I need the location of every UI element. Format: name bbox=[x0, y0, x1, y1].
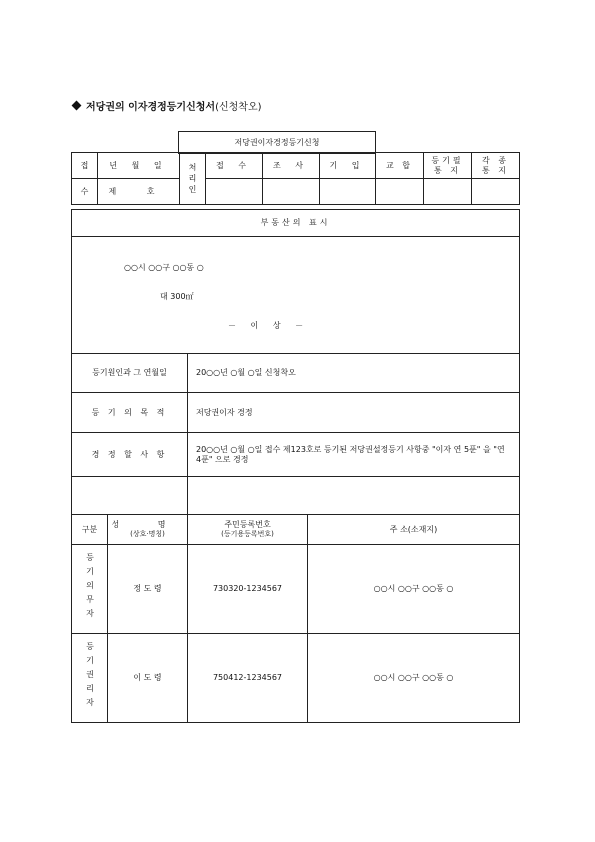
field-value-cause[interactable]: 20○○년 ○월 ○일 신청착오 bbox=[188, 354, 520, 393]
cell-entry-blank[interactable] bbox=[320, 179, 376, 205]
party-name-obligor[interactable]: 정 도 령 bbox=[108, 545, 188, 634]
receipt-table bbox=[71, 152, 520, 205]
party-address-obligor[interactable]: ○○시 ○○구 ○○동 ○ bbox=[308, 545, 520, 634]
field-label-cause: 등기원인과 그 연월일 bbox=[72, 354, 188, 393]
party-name-obligee[interactable]: 이 도 령 bbox=[108, 634, 188, 723]
processor-label: 처 리 인 bbox=[180, 153, 206, 205]
field-label-correction: 경 정 할 사 항 bbox=[72, 433, 188, 477]
document-title-suffix: (신청착오) bbox=[215, 102, 262, 113]
col-receipt: 접 수 bbox=[206, 153, 263, 179]
field-value-blank[interactable] bbox=[188, 477, 520, 515]
field-value-correction[interactable]: 20○○년 ○월 ○일 접수 제123호로 등기된 저당권설정등기 사항중 "이자 연 5푼" 을 "연 4푼" 으로 경정 bbox=[188, 433, 520, 477]
cell-registration-notice-blank[interactable] bbox=[424, 179, 472, 205]
property-description bbox=[72, 237, 520, 354]
col-various-notice: 각 종 통 지 bbox=[472, 153, 520, 179]
receipt-label-bottom: 수 bbox=[72, 179, 98, 205]
party-role-obligor: 등기의무자 bbox=[72, 545, 108, 634]
property-address: ○○시 ○○구 ○○동 ○ bbox=[124, 263, 204, 272]
cell-review-blank[interactable] bbox=[263, 179, 320, 205]
party-address-obligee[interactable]: ○○시 ○○구 ○○동 ○ bbox=[308, 634, 520, 723]
document-title-main: 저당권의 이자경정등기신청서 bbox=[86, 102, 216, 113]
receipt-number-label: 제 호 bbox=[98, 179, 180, 205]
party-id-obligee[interactable]: 750412-1234567 bbox=[188, 634, 308, 723]
receipt-label-top: 접 bbox=[72, 153, 98, 179]
main-form-table bbox=[71, 209, 520, 723]
cell-collation-blank[interactable] bbox=[376, 179, 424, 205]
receipt-date-label: 년 월 일 bbox=[98, 153, 180, 179]
party-header-category: 구분 bbox=[72, 515, 108, 545]
party-header-address: 주 소(소재지) bbox=[308, 515, 520, 545]
diamond-bullet-icon bbox=[72, 101, 82, 111]
col-entry: 기 입 bbox=[320, 153, 376, 179]
cell-receipt-blank[interactable] bbox=[206, 179, 263, 205]
party-header-id: 주민등록번호 (등기용등록번호) bbox=[188, 515, 308, 545]
col-registration-notice: 등기필 통 지 bbox=[424, 153, 472, 179]
col-collation: 교 합 bbox=[376, 153, 424, 179]
party-id-obligor[interactable]: 730320-1234567 bbox=[188, 545, 308, 634]
party-header-name: 성 명 (상호·명칭) bbox=[108, 515, 188, 545]
property-area: 대 300㎡ bbox=[160, 292, 194, 301]
cell-various-notice-blank[interactable] bbox=[472, 179, 520, 205]
field-value-purpose[interactable]: 저당권이자 경정 bbox=[188, 393, 520, 433]
field-label-blank bbox=[72, 477, 188, 515]
party-role-obligee: 등기권리자 bbox=[72, 634, 108, 723]
col-review: 조 사 bbox=[263, 153, 320, 179]
form-name-box bbox=[178, 131, 376, 154]
document-title bbox=[73, 98, 262, 113]
property-end-mark: － 이 상 － bbox=[228, 321, 310, 330]
field-label-purpose: 등 기 의 목 적 bbox=[72, 393, 188, 433]
property-header: 부동산의 표시 bbox=[72, 210, 520, 237]
form-name: 저당권이자경정등기신청 bbox=[179, 132, 376, 154]
